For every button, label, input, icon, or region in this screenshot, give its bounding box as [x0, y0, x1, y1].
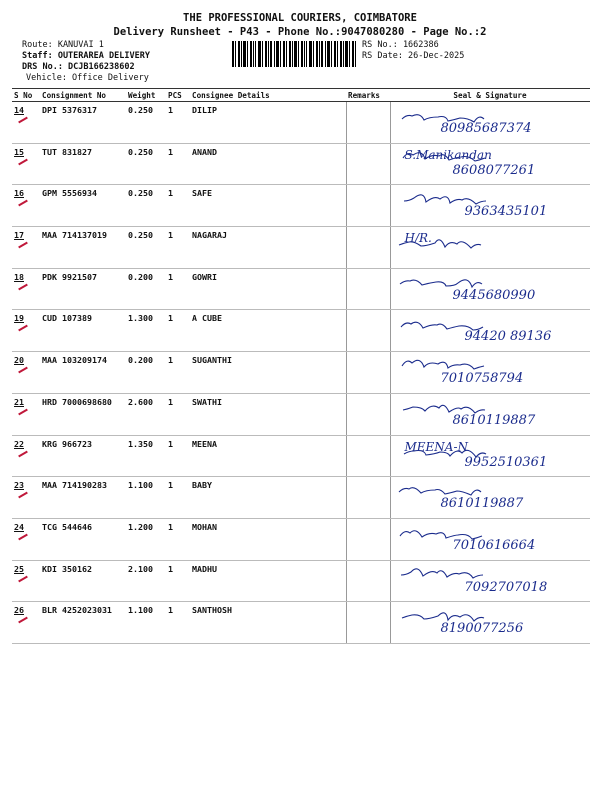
company-title: THE PROFESSIONAL COURIERS, COIMBATORE: [183, 12, 417, 24]
row-sno: 18: [12, 268, 40, 310]
row-remarks: [346, 518, 390, 560]
check-mark-icon: [18, 200, 28, 207]
handwritten-phone: 9952510361: [464, 454, 548, 470]
check-mark-icon: [18, 534, 28, 541]
row-remarks: [346, 310, 390, 352]
row-weight: 1.100: [126, 477, 166, 519]
handwritten-phone: 8610119887: [452, 412, 536, 428]
runsheet-table: [12, 88, 590, 644]
drs-label: DRS No.: DCJB166238602: [22, 62, 135, 72]
row-remarks: [346, 143, 390, 185]
row-remarks: [346, 393, 390, 435]
check-mark-icon: [18, 575, 28, 582]
row-consignment: CUD 107389: [40, 310, 126, 352]
check-mark-icon: [18, 117, 28, 124]
check-mark-icon: [18, 325, 28, 332]
route-label: Route: KANUVAI 1: [22, 40, 104, 50]
row-consignee: A CUBE: [190, 310, 346, 352]
row-signature: [390, 602, 590, 644]
row-signature: [390, 518, 590, 560]
row-signature: [390, 560, 590, 602]
vehicle-label: Vehicle: Office Delivery: [26, 73, 149, 83]
handwritten-phone: 8608077261: [452, 162, 536, 178]
handwritten-phone: 8610119887: [440, 496, 524, 512]
row-sno: 23: [12, 477, 40, 519]
row-consignment: TCG 544646: [40, 518, 126, 560]
row-signature: [390, 477, 590, 519]
barcode: [232, 41, 356, 67]
handwritten-phone: 8190077256: [440, 621, 524, 637]
row-consignee: DILIP: [190, 102, 346, 144]
col-consignment: Consignment No: [40, 89, 126, 102]
check-mark-icon: [18, 450, 28, 457]
handwritten-phone: 80985687374: [440, 121, 532, 136]
row-weight: 0.250: [126, 143, 166, 185]
row-consignment: HRD 7000698680: [40, 393, 126, 435]
table-row: [12, 602, 590, 644]
row-consignee: MOHAN: [190, 518, 346, 560]
table-row: [12, 477, 590, 519]
row-pcs: 1: [166, 352, 190, 394]
row-pcs: 1: [166, 227, 190, 269]
row-consignee: GOWRI: [190, 268, 346, 310]
handwritten-name: H/R.: [404, 231, 432, 246]
row-remarks: [346, 435, 390, 477]
handwritten-phone: 9445680990: [452, 287, 536, 303]
col-sno: S No: [12, 89, 40, 102]
row-consignee: SAFE: [190, 185, 346, 227]
row-signature: [390, 185, 590, 227]
handwritten-phone: 94420 89136: [464, 329, 552, 345]
col-consignee: Consignee Details: [190, 89, 346, 102]
table-row: [12, 560, 590, 602]
row-pcs: 1: [166, 518, 190, 560]
check-mark-icon: [18, 408, 28, 415]
row-pcs: 1: [166, 185, 190, 227]
row-sno: 22: [12, 435, 40, 477]
row-consignment: KDI 350162: [40, 560, 126, 602]
check-mark-icon: [18, 617, 28, 624]
row-remarks: [346, 602, 390, 644]
row-signature: [390, 435, 590, 477]
row-consignment: MAA 714190283: [40, 477, 126, 519]
row-consignment: KRG 966723: [40, 435, 126, 477]
row-consignment: GPM 5556934: [40, 185, 126, 227]
col-signature: Seal & Signature: [390, 89, 590, 102]
row-consignee: BABY: [190, 477, 346, 519]
row-sno: 26: [12, 602, 40, 644]
row-weight: 1.350: [126, 435, 166, 477]
table-row: [12, 352, 590, 394]
row-signature: [390, 102, 590, 144]
col-weight: Weight: [126, 89, 166, 102]
row-consignment: DPI 5376317: [40, 102, 126, 144]
row-remarks: [346, 227, 390, 269]
row-pcs: 1: [166, 268, 190, 310]
row-sno: 21: [12, 393, 40, 435]
row-consignment: BLR 4252023031: [40, 602, 126, 644]
row-consignment: TUT 831827: [40, 143, 126, 185]
row-sno: 20: [12, 352, 40, 394]
row-signature: [390, 227, 590, 269]
check-mark-icon: [18, 242, 28, 249]
handwritten-phone: 9363435101: [464, 204, 548, 220]
row-consignee: SANTHOSH: [190, 602, 346, 644]
check-mark-icon: [18, 492, 28, 499]
row-remarks: [346, 185, 390, 227]
row-weight: 2.100: [126, 560, 166, 602]
row-remarks: [346, 102, 390, 144]
row-pcs: 1: [166, 143, 190, 185]
row-consignee: ANAND: [190, 143, 346, 185]
row-consignee: SWATHI: [190, 393, 346, 435]
check-mark-icon: [18, 158, 28, 165]
table-row: [12, 393, 590, 435]
table-row: [12, 102, 590, 144]
handwritten-phone: 7010616664: [452, 537, 536, 553]
table-row: [12, 185, 590, 227]
row-weight: 1.200: [126, 518, 166, 560]
row-consignee: MEENA: [190, 435, 346, 477]
table-row: [12, 310, 590, 352]
row-remarks: [346, 268, 390, 310]
check-mark-icon: [18, 367, 28, 374]
row-sno: 15: [12, 143, 40, 185]
row-sno: 25: [12, 560, 40, 602]
row-pcs: 1: [166, 560, 190, 602]
row-signature: [390, 268, 590, 310]
row-remarks: [346, 352, 390, 394]
staff-label: Staff: OUTERAREA DELIVERY: [22, 51, 150, 61]
table-row: [12, 268, 590, 310]
row-pcs: 1: [166, 477, 190, 519]
handwritten-phone: 7010758794: [440, 371, 524, 387]
row-sno: 19: [12, 310, 40, 352]
row-weight: 0.250: [126, 227, 166, 269]
row-sno: 14: [12, 102, 40, 144]
row-signature: [390, 352, 590, 394]
row-consignee: MADHU: [190, 560, 346, 602]
row-pcs: 1: [166, 393, 190, 435]
row-signature: [390, 143, 590, 185]
table-row: [12, 143, 590, 185]
row-weight: 1.100: [126, 602, 166, 644]
table-row: [12, 227, 590, 269]
row-pcs: 1: [166, 310, 190, 352]
row-signature: [390, 310, 590, 352]
row-remarks: [346, 477, 390, 519]
table-header-row: [12, 89, 590, 102]
row-weight: 1.300: [126, 310, 166, 352]
row-weight: 2.600: [126, 393, 166, 435]
handwritten-name: MEENA-N: [404, 439, 469, 454]
rs-date: RS Date: 26-Dec-2025: [362, 51, 465, 61]
row-consignment: MAA 714137019: [40, 227, 126, 269]
check-mark-icon: [18, 283, 28, 290]
row-consignment: MAA 103209174: [40, 352, 126, 394]
row-consignee: SUGANTHI: [190, 352, 346, 394]
rs-number: RS No.: 1662386: [362, 40, 439, 50]
col-pcs: PCS: [166, 89, 190, 102]
row-sno: 17: [12, 227, 40, 269]
row-pcs: 1: [166, 102, 190, 144]
table-row: [12, 435, 590, 477]
col-remarks: Remarks: [346, 89, 390, 102]
row-pcs: 1: [166, 435, 190, 477]
row-weight: 0.250: [126, 185, 166, 227]
handwritten-phone: 7092707018: [464, 579, 548, 595]
row-pcs: 1: [166, 602, 190, 644]
row-remarks: [346, 560, 390, 602]
row-weight: 0.250: [126, 102, 166, 144]
row-consignee: NAGARAJ: [190, 227, 346, 269]
row-weight: 0.200: [126, 268, 166, 310]
row-consignment: PDK 9921507: [40, 268, 126, 310]
handwritten-name: S.Manikandan: [404, 147, 492, 162]
row-signature: [390, 393, 590, 435]
row-weight: 0.200: [126, 352, 166, 394]
table-row: [12, 518, 590, 560]
row-sno: 24: [12, 518, 40, 560]
runsheet-subtitle: Delivery Runsheet - P43 - Phone No.:9047080280 - Page No.:2: [113, 26, 487, 38]
row-sno: 16: [12, 185, 40, 227]
